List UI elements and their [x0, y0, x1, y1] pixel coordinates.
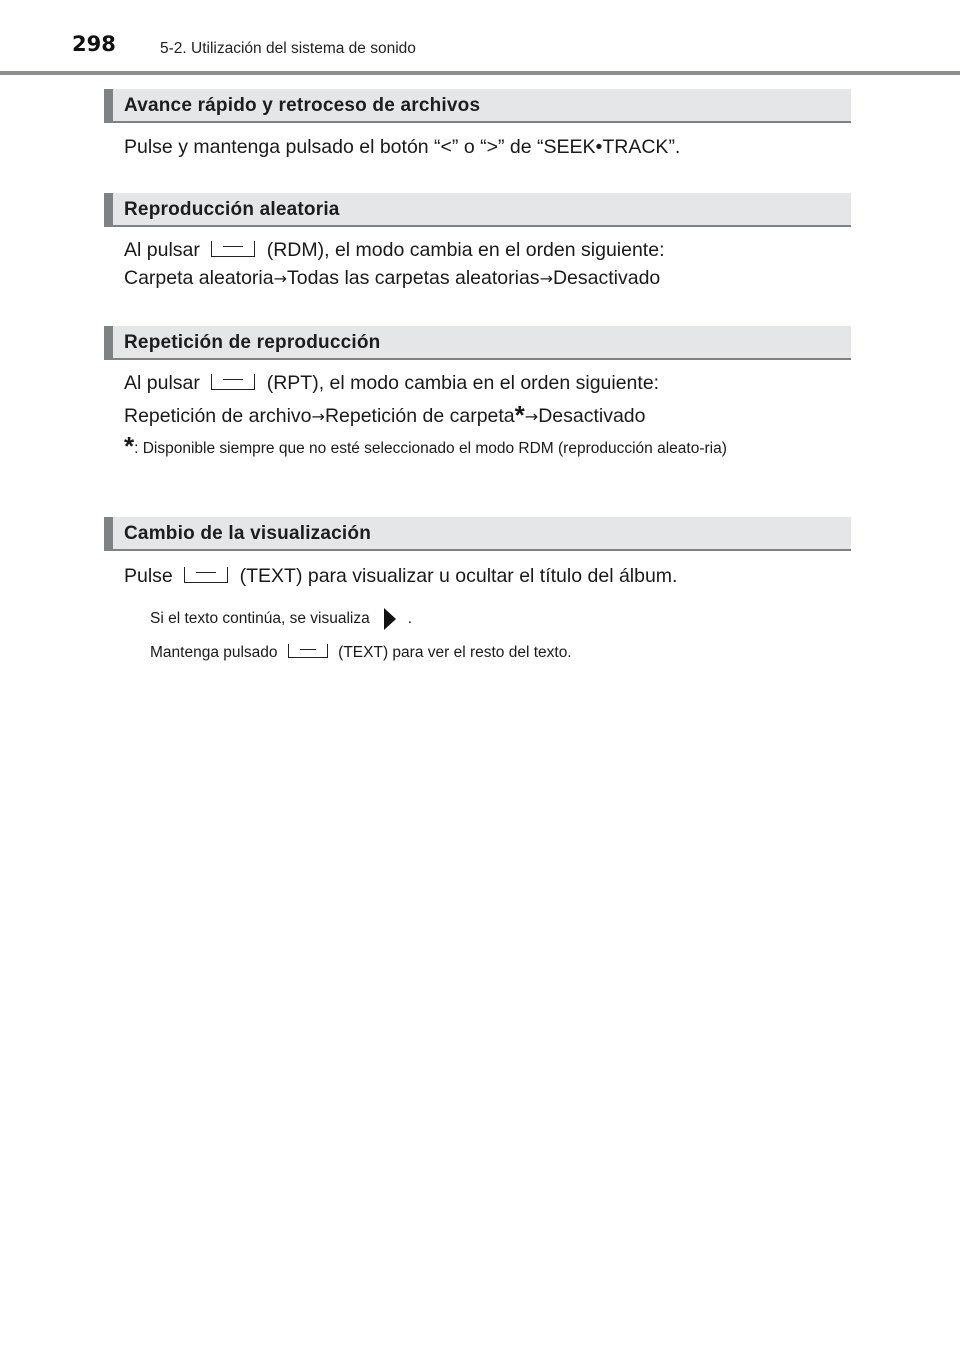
rpt-button-icon: [211, 374, 255, 390]
arrow-icon: →: [273, 269, 287, 288]
section-heading-display: [104, 517, 851, 551]
rdm-button-icon: [211, 241, 255, 257]
random-line-2: Carpeta aleatoria→Todas las carpetas aleatorias→Desactivado: [124, 267, 661, 289]
header-rule: [0, 71, 960, 75]
text-button-icon: [184, 567, 228, 583]
fast-forward-text: Pulse y mantenga pulsado el botón “<” o “>” de “SEEK•TRACK”.: [124, 136, 681, 158]
section-heading-repeat: [104, 326, 851, 360]
arrow-icon: →: [539, 269, 553, 288]
random-line-1: Al pulsar (RDM), el modo cambia en el orden siguiente:: [124, 239, 665, 261]
footnote-star: *: [124, 431, 135, 461]
section-title: Avance rápido y retroceso de archivos: [124, 95, 481, 116]
page-number: 298: [72, 32, 116, 56]
display-small-2: Mantenga pulsado (TEXT) para ver el resto del texto.: [150, 644, 572, 661]
footnote: *: Disponible siempre que no esté seleccionado el modo RDM (reproducción aleato-ria): [124, 431, 727, 461]
chapter-title: 5-2. Utilización del sistema de sonido: [160, 40, 416, 57]
arrow-icon: →: [311, 407, 325, 426]
repeat-line-2: Repetición de archivo→Repetición de carpeta*→Desactivado: [124, 400, 646, 430]
section-title: Reproducción aleatoria: [124, 199, 340, 220]
text-button-icon: [288, 644, 328, 658]
section-title: Cambio de la visualización: [124, 523, 371, 544]
footnote-star: *: [514, 400, 525, 430]
continue-triangle-icon: [384, 608, 396, 630]
display-line-1: Pulse (TEXT) para visualizar u ocultar el título del álbum.: [124, 565, 678, 587]
section-heading-fast-forward: [104, 89, 851, 123]
page-header: [0, 0, 960, 78]
arrow-icon: →: [524, 407, 539, 426]
repeat-line-1: Al pulsar (RPT), el modo cambia en el orden siguiente:: [124, 372, 660, 394]
display-small-1: Si el texto continúa, se visualiza .: [150, 608, 412, 630]
section-title: Repetición de reproducción: [124, 332, 381, 353]
section-heading-random: [104, 193, 851, 227]
